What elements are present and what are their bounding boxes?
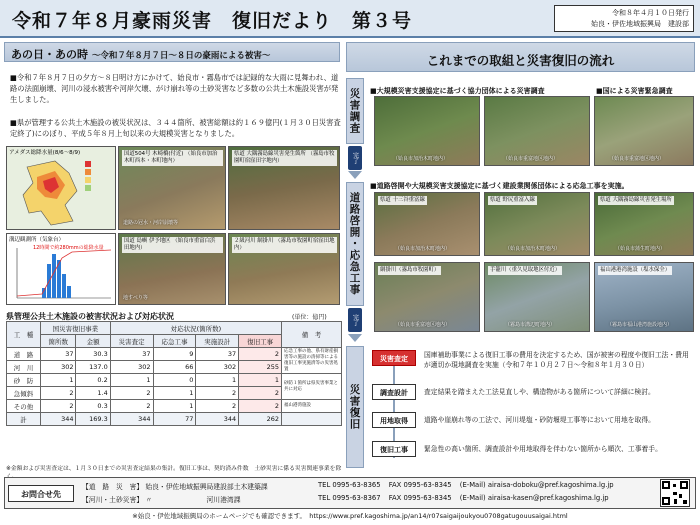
row-emerg: 66	[153, 361, 196, 374]
row-emerg: 0	[153, 374, 196, 387]
contact-river-org: 〃 河川港湾課	[145, 496, 241, 504]
contact-row-river	[82, 494, 241, 504]
table-row	[7, 400, 342, 413]
row-restore: 2	[239, 400, 282, 413]
contact-road-dept: 【道 路 災 害】	[82, 483, 144, 491]
emergency-photo-3	[594, 192, 694, 256]
row-count: 37	[41, 348, 76, 361]
col-application: 国災害復旧事業	[41, 322, 111, 335]
row-kind: 砂 防	[7, 374, 41, 387]
row-remark: 福山港湾施設	[282, 400, 342, 413]
damage-photo-1-caption: 国道504号 木崎橋(付近) （始良市加治木町西本・本町地内）	[122, 150, 223, 166]
emergency-photo-2-sub: （始良市加治木町地内）	[505, 246, 561, 252]
emergency-photo-1	[374, 192, 480, 256]
step-land-text: 道路や崖崩れ等の工法で、河川堤塩・砂防堰堤工事等において用地を取得。	[424, 416, 655, 424]
phase-arrow-1	[348, 171, 362, 179]
row-emerg: 77	[153, 413, 196, 426]
damage-photo-2	[228, 146, 340, 230]
step-land: 用地取得	[372, 412, 416, 428]
damage-photo-2-caption: 県道 大隅霧島線災害発生箇所 （霧島市牧園町宿窪田字地内）	[232, 150, 337, 166]
row-design: 1	[196, 374, 239, 387]
rainfall-map	[6, 146, 116, 230]
contact-river-fax: FAX 0995-63-8345	[388, 494, 452, 502]
row-amount: 0.2	[76, 374, 110, 387]
row-kind: 計	[7, 413, 41, 426]
table-footnote: ※金額および災害査定は、１月３０日までの災害査定結果の集計。復旧工事は、契約済み件数 土砂災害に係る災害関連事業を除	[6, 466, 342, 472]
row-remark: 砂防１箇所は県災害事業と共に対応	[282, 374, 342, 400]
contact-label: お問合せ先	[8, 485, 74, 502]
row-assess: 344	[110, 413, 153, 426]
col-count: 箇所数	[41, 335, 76, 348]
col-response: 対応状況(箇所数)	[110, 322, 281, 335]
contact-road-org: 始良・伊佐地域振興局建設部土木建築課	[145, 483, 268, 491]
survey-photo-3-caption: （始良市重富地区地内）	[609, 156, 665, 162]
emergency-photo-6	[594, 262, 694, 332]
row-restore: 2	[239, 348, 282, 361]
col-restoration: 復旧工事	[239, 335, 282, 348]
row-remark: 応急工事の他、県有財産損害等の施設の清掃等による復旧工事実施済等の災害処置	[282, 348, 342, 374]
emergency-photo-6-sub: （霧島市福山港湾施設地内）	[607, 322, 673, 328]
step-design: 調査設計	[372, 384, 416, 400]
row-design: 302	[196, 361, 239, 374]
damage-table-unit: (単位：億円)	[292, 314, 327, 321]
emergency-photo-4-caption: 網掛川（霧島市牧園町）	[380, 267, 440, 273]
col-emergency: 応急工事	[153, 335, 196, 348]
website-note[interactable]: ※始良・伊佐地域振興局のホームページでも確認できます。 https://www.pref.kagoshima.jp/an14/r07saigaijoukyou0708gatugouusaigai.html	[132, 512, 568, 520]
row-assess: 302	[110, 361, 153, 374]
rainfall-chart-title: 溝辺観測所（気象台）	[9, 237, 65, 243]
survey-photo-1-caption: （姶良市加治木町地内）	[393, 156, 449, 162]
table-row	[7, 374, 342, 387]
damage-table-title: 県管理公共土木施設の被害状況および対応状況	[6, 312, 174, 321]
contact-road-email[interactable]: (E-Mail) airaisa-doboku@pref.kagoshima.lg.jp	[459, 481, 614, 489]
damage-photo-3-caption: 国道 島嶼 伊予地区 （始良市重富白浜田地内）	[122, 237, 223, 253]
step-assessment: 災害査定	[372, 350, 416, 366]
survey-photo-2	[484, 96, 590, 166]
row-restore: 2	[239, 387, 282, 400]
publish-info	[554, 5, 694, 32]
damage-photo-4	[228, 233, 340, 305]
survey-photo-2-caption: （始良市重富地区地内）	[503, 156, 559, 162]
damage-photo-1-label: 道路の冠水・河岸崩壊等	[123, 220, 179, 226]
step-design-text: 査定結果を踏まえた工法見直しや、構造物がある箇所について詳細に検討。	[424, 388, 655, 396]
contact-river-email[interactable]: (E-Mail) airaisa-kasen@pref.kagoshima.lg.jp	[459, 494, 609, 502]
phase-arrow-2	[348, 334, 362, 342]
row-kind: その他	[7, 400, 41, 413]
contact-river-tel[interactable]: TEL 0995-63-8367	[318, 494, 381, 502]
contact-road-tel[interactable]: TEL 0995-63-8365	[318, 481, 381, 489]
row-restore: 255	[239, 361, 282, 374]
emergency-photo-2	[484, 192, 590, 256]
row-restore: 1	[239, 374, 282, 387]
survey-section-label: ■大規模災害支援協定に基づく協力団体による災害調査	[370, 87, 545, 95]
row-amount: 30.3	[76, 348, 110, 361]
row-count: 2	[41, 387, 76, 400]
row-restore: 262	[239, 413, 282, 426]
left-heading-sub: ～令和７年８月７日～８日の豪雨による被害～	[91, 51, 271, 61]
row-assess: 2	[110, 387, 153, 400]
left-section-heading	[4, 42, 340, 62]
emergency-photo-5-sub: （霧島市溝辺町地内）	[505, 322, 556, 328]
emergency-photo-4-sub: （始良市重富地区地内）	[395, 322, 451, 328]
phase-survey: 災害調査	[346, 78, 364, 144]
table-row	[7, 348, 342, 361]
col-assessment: 災害査定	[110, 335, 153, 348]
row-design: 344	[196, 413, 239, 426]
emergency-photo-6-caption: 福山港港湾施設（塩水保全）	[600, 267, 671, 273]
row-count: 302	[41, 361, 76, 374]
survey-photo-3	[594, 96, 694, 166]
row-amount: 169.3	[76, 413, 110, 426]
intro-paragraph-1: ■令和７年８月７日の夕方～８日明け方にかけて、始良市・霧島市では記録的な大雨に見舞われ、道路の法面崩壊、河川の浸水被害や河岸欠壊、がけ崩れ等の土砂災害など多数の公共土木施設災害が発生しました。	[10, 73, 339, 104]
row-emerg: 1	[153, 400, 196, 413]
row-design: 37	[196, 348, 239, 361]
damage-photo-1	[118, 146, 226, 230]
contact-road-numbers	[318, 481, 614, 489]
damage-photo-3	[118, 233, 226, 305]
right-section-heading: これまでの取組と災害復旧の流れ	[346, 42, 695, 72]
row-remark-empty	[282, 413, 342, 426]
emergency-photo-5-caption: 手籠川（重久見取地区付近）	[490, 267, 561, 273]
qr-code-graphic	[661, 480, 689, 506]
contact-row-road	[82, 481, 268, 491]
row-amount: 137.0	[76, 361, 110, 374]
step-assessment-text: 国庫補助事業による復旧工事の費用を決定するため、国が被害の程度や復旧工法・費用が適切か現地調査を実施（令和７年１０月２７日～令和８年１月３０日）	[424, 351, 689, 369]
row-count: 2	[41, 400, 76, 413]
gov-survey-label: ■国による災害緊急調査	[596, 87, 673, 95]
col-kind: 工 種	[7, 322, 41, 348]
col-amount: 金額	[76, 335, 110, 348]
rainfall-map-title: アメダス総降水量(8/6～8/9)	[9, 150, 81, 156]
damage-photo-4-caption: ２級河川 網掛川 （霧島市牧園町宿窪田地内）	[232, 237, 337, 253]
row-kind: 道 路	[7, 348, 41, 361]
rainfall-chart	[6, 233, 116, 305]
row-kind: 河 川	[7, 361, 41, 374]
page-title: 令和７年８月豪雨災害 復旧だより 第３号	[12, 10, 413, 32]
survey-photo-1	[374, 96, 480, 166]
publish-date: 令和８年４月１０日発行	[612, 9, 689, 17]
rainfall-map-graphic	[7, 147, 116, 230]
row-assess: 1	[110, 374, 153, 387]
row-amount: 1.4	[76, 387, 110, 400]
damage-table	[6, 321, 342, 426]
emergency-photo-4	[374, 262, 480, 332]
contact-road-fax: FAX 0995-63-8345	[388, 481, 452, 489]
col-design: 実施設計	[196, 335, 239, 348]
rainfall-chart-note: 12時間で約280mmの総降水量	[33, 245, 104, 251]
row-design: 2	[196, 400, 239, 413]
row-kind: 急傾斜	[7, 387, 41, 400]
row-emerg: 1	[153, 387, 196, 400]
left-heading-main: あの日・あの時	[11, 48, 88, 61]
row-amount: 0.3	[76, 400, 110, 413]
table-total-row	[7, 413, 342, 426]
row-count: 1	[41, 374, 76, 387]
step-construction-text: 緊急性の高い箇所、調査設計や用地取得を伴わない箇所から順次、工事着手。	[424, 445, 662, 453]
intro-paragraph-2: ■県が管理する公共土木施設の被災状況は、３４４箇所、被害総額は約１６９億円(１月３０日災害査定終了)にのぼり、平成５年８月上旬以来の大規模災害となりました。	[10, 118, 341, 138]
emergency-photo-5	[484, 262, 590, 332]
damage-photo-3-label: 地すべり等	[123, 295, 148, 301]
contact-river-dept: 【河川・土砂災害】	[82, 496, 144, 504]
phase-restoration: 災害復旧	[346, 346, 364, 468]
phase-emergency-done-badge: 完了	[348, 308, 362, 332]
row-emerg: 9	[153, 348, 196, 361]
contact-river-numbers	[318, 494, 609, 502]
col-remarks: 備 考	[282, 322, 342, 348]
row-assess: 37	[110, 348, 153, 361]
phase-survey-done-badge: 完了	[348, 146, 362, 170]
qr-code-icon[interactable]	[660, 479, 690, 507]
emergency-photo-3-caption: 県道 大隅霧島線災害発生場所	[600, 197, 672, 203]
row-design: 2	[196, 387, 239, 400]
emergency-photo-3-sub: （始良市蒲生町地内）	[615, 246, 666, 252]
emergency-photo-2-caption: 県道 野尻重富入線	[490, 197, 535, 203]
row-count: 344	[41, 413, 76, 426]
publisher: 始良・伊佐地域振興局 建設部	[591, 20, 689, 28]
emergency-photo-1-sub: （始良市加治木町地内）	[395, 246, 451, 252]
row-assess: 2	[110, 400, 153, 413]
step-construction: 復旧工事	[372, 441, 416, 457]
emergency-photo-1-caption: 県道 十三谷重富線	[380, 197, 425, 203]
phase-emergency: 道路啓開・応急工事	[346, 182, 364, 306]
emergency-section-label: ■道路啓開や大規模災害支援協定に基づく建設業関係団体による応急工事を実施。	[370, 182, 629, 190]
